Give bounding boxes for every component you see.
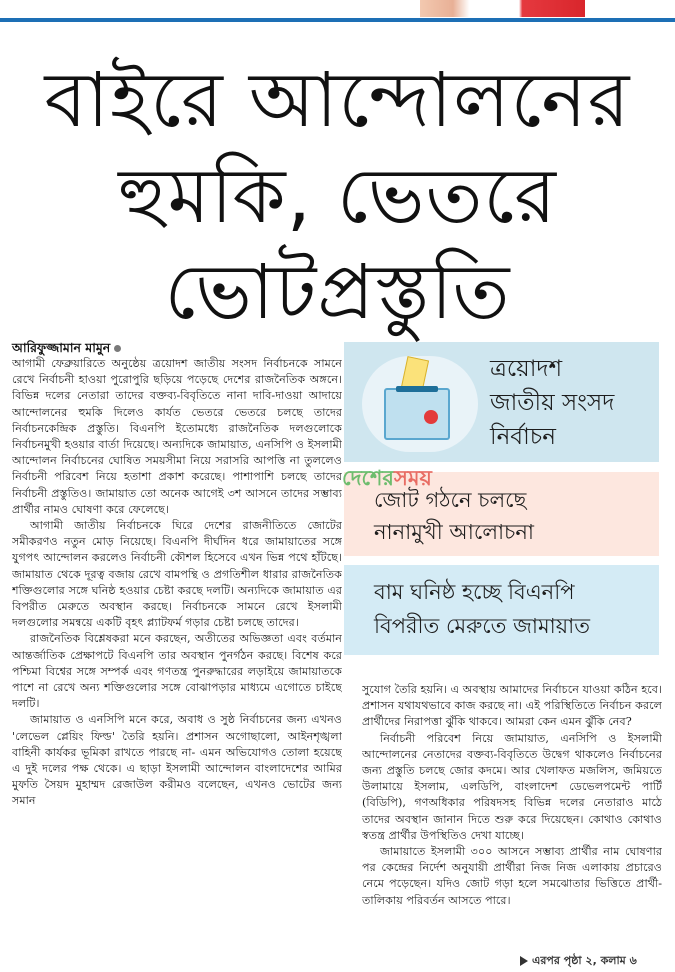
headline-line: ভোটপ্রস্তুতি <box>164 247 511 336</box>
highlight-line: জোট গঠনে চলছে <box>374 488 527 512</box>
highlight-box-text <box>374 575 654 643</box>
highlight-line: বিপরীত মেরুতে জামায়াত <box>374 614 590 638</box>
paragraph: সুযোগ তৈরি হয়নি। এ অবস্থায় আমাদের নির্বাচনে যাওয়া কঠিন হবে। প্রশাসন যথাযথভাবে কাজ করছে না। এই পরিস্থিতিতে নির্বাচন করলে প্রার্থীদের নিরাপত্তা ঝুঁকি থাকবে। আমরা কেন এমন ঝুঁকি নেব? <box>362 683 662 729</box>
paragraph: জামায়াত ও এনসিপি মনে করে, অবাধ ও সুষ্ঠ নির্বাচনের জন্য এখনও 'লেভেল প্লেয়িং ফিল্ড' তৈরি হয়নি। প্রশাসন অগোছালো, আইনশৃঙ্খলা বাহিনী কার্যকর ভূমিকা রাখতে পারছে না- এমন অভিযোগও তোলা হয়েছে এ দুই দলের পক্ষ থেকে। এ ছাড়া ইসলামী আন্দোলন বাংলাদেশের আমির মুফতি সৈয়দ মুহাম্মদ রেজাউল করীমও বলেছেন, এখনও ভোটের জন্য সমান <box>12 713 342 808</box>
highlight-line: ত্রয়োদশ <box>490 356 563 382</box>
paragraph: রাজনৈতিক বিশ্লেষকরা মনে করছেন, অতীতের অভিজ্ঞতা এবং বর্তমান আন্তর্জাতিক প্রেক্ষাপটে বিএনপি তার অবস্থান পুনর্গঠন করছে। বিশেষ করে পশ্চিমা বিশ্বের সঙ্গে সম্পর্ক এবং গণতন্ত্র পুনরুদ্ধারের লড়াইয়ে জামায়াতকে পাশে না রেখে অন্য শক্তিগুলোর সঙ্গে বোঝাপড়ার মাধ্যমে এগোতে চাইছে দলটি। <box>12 632 342 711</box>
headline <box>0 52 675 340</box>
highlight-box-text <box>374 484 654 548</box>
highlight-line: বাম ঘনিষ্ঠ হচ্ছে বিএনপি <box>374 580 575 604</box>
arrow-right-icon <box>520 956 528 966</box>
continuation-text: এরপর পৃষ্ঠা ২, কলাম ৬ <box>532 954 637 967</box>
highlight-line: জাতীয় সংসদ <box>490 390 615 416</box>
paragraph: জামায়াতে ইসলামী ৩০০ আসনে সম্ভাব্য প্রার্থীর নাম ঘোষণার পর কেন্দ্রের নির্দেশ অনুযায়ী প্রার্থীরা নিজ নিজ এলাকায় প্রচারেও নেমে পড়েছেন। যদিও জোট গড়া হলে সমঝোতার ভিত্তিতে প্রার্থী-তালিকায় পরিবর্তন আসতে পারে। <box>362 845 662 907</box>
watermark-part: সময় <box>393 466 432 490</box>
highlight-box-poles <box>344 565 659 655</box>
bullet-dot-icon <box>114 345 121 352</box>
ballot-mark-icon <box>424 410 438 424</box>
headline-line: বাইরে আন্দোলনের <box>44 55 631 144</box>
top-blue-rule <box>0 18 675 22</box>
author-name: আরিফুজ্জামান মামুন <box>12 340 111 355</box>
highlight-line: নানামুখী আলোচনা <box>374 520 535 544</box>
masthead-watermark <box>342 462 462 490</box>
article-column-left <box>12 356 342 968</box>
highlight-box-text <box>490 352 655 454</box>
ballot-slot-icon <box>396 386 438 392</box>
top-photo-fragment <box>420 0 585 17</box>
article-column-right <box>362 682 662 952</box>
highlight-line: নির্বাচন <box>490 424 556 450</box>
ballot-box-icon <box>384 388 450 440</box>
watermark-part: দেশের <box>342 466 394 490</box>
paragraph: আগামী ফেব্রুয়ারিতে অনুষ্ঠেয় ত্রয়োদশ জাতীয় সংসদ নির্বাচনকে সামনে রেখে নির্বাচনী হাওয়া পুরোপুরি ছড়িয়ে পড়েছে দেশের রাজনৈতিক অঙ্গনে। বিভিন্ন দলের নেতারা তাদের বক্তব্য-বিবৃতিতে নানা দাবি-দাওয়া আদায়ে আন্দোলনের হুমকি দিলেও কার্যত ভেতরে ভেতরে চলছে তাদের নির্বাচনকেন্দ্রিক প্রস্তুতি। বিএনপি ইতোমধ্যে রাজনৈতিক দলগুলোকে নির্বাচনমুখী হওয়ার বার্তা দিয়েছে। অন্যদিকে জামায়াত, এনসিপি ও ইসলামী আন্দোলন নির্বাচনের ঘোষিত সময়সীমা নিয়ে সরাসরি আপত্তি না তুললেও নির্বাচনী পরিবেশ নিয়ে হতাশা প্রকাশ করেছে। পাশাপাশি চলছে তাদের নির্বাচনী প্রস্তুতিও। জামায়াত তো অনেক আগেই ৩শ আসনে তাদের সম্ভাব্য প্রার্থীর নামও ঘোষণা করে ফেলেছে। <box>12 357 342 516</box>
continuation-note <box>520 952 637 971</box>
paragraph: আগামী জাতীয় নির্বাচনকে ঘিরে দেশের রাজনীতিতে জোটের সমীকরণও নতুন মোড় নিয়েছে। বিএনপি দীর্ঘদিন ধরে জামায়াতের সঙ্গে যুগপৎ আন্দোলন করলেও নির্বাচনী কৌশল হিসেবে এখন ভিন্ন পথে হাঁটছে। জামায়াত থেকে দূরত্ব বজায় রেখে বামপন্থি ও প্রগতিশীল ধারার রাজনৈতিক শক্তিগুলোর সঙ্গে ঘনিষ্ঠ হওয়ার চেষ্টা করছে দলটি। অন্যদিকে জামায়াত এর বিপরীত মেরুতে অবস্থান করছে। নির্বাচনকে সামনে রেখে ইসলামী দলগুলোর সমন্বয়ে একটি বৃহৎ প্ল্যাটফর্ম গড়ার চেষ্টা চলছে তাদের। <box>12 519 342 630</box>
paragraph: নির্বাচনী পরিবেশ নিয়ে জামায়াত, এনসিপি ও ইসলামী আন্দোলনের নেতাদের বক্তব্য-বিবৃতিতে উদ্বেগ থাকলেও নির্বাচনের জন্য প্রস্তুতি চলছে জোর কদমে। আর খেলাফত মজলিস, জমিয়তে উলামায়ে ইসলাম, এলডিপি, বাংলাদেশ ডেভেলপমেন্ট পার্টি (বিডিপি), গণঅধিকার পরিষদসহ বিভিন্ন দলের নেতারাও মাঠে তাদের অবস্থান জানান দিতে শুরু করে দিয়েছেন। কোথাও কোথাও স্বতন্ত্র প্রার্থীর উপস্থিতিও দেখা যাচ্ছে। <box>362 731 662 842</box>
highlight-box-election <box>344 342 659 462</box>
headline-line: হুমকি, ভেতরে <box>118 151 557 240</box>
